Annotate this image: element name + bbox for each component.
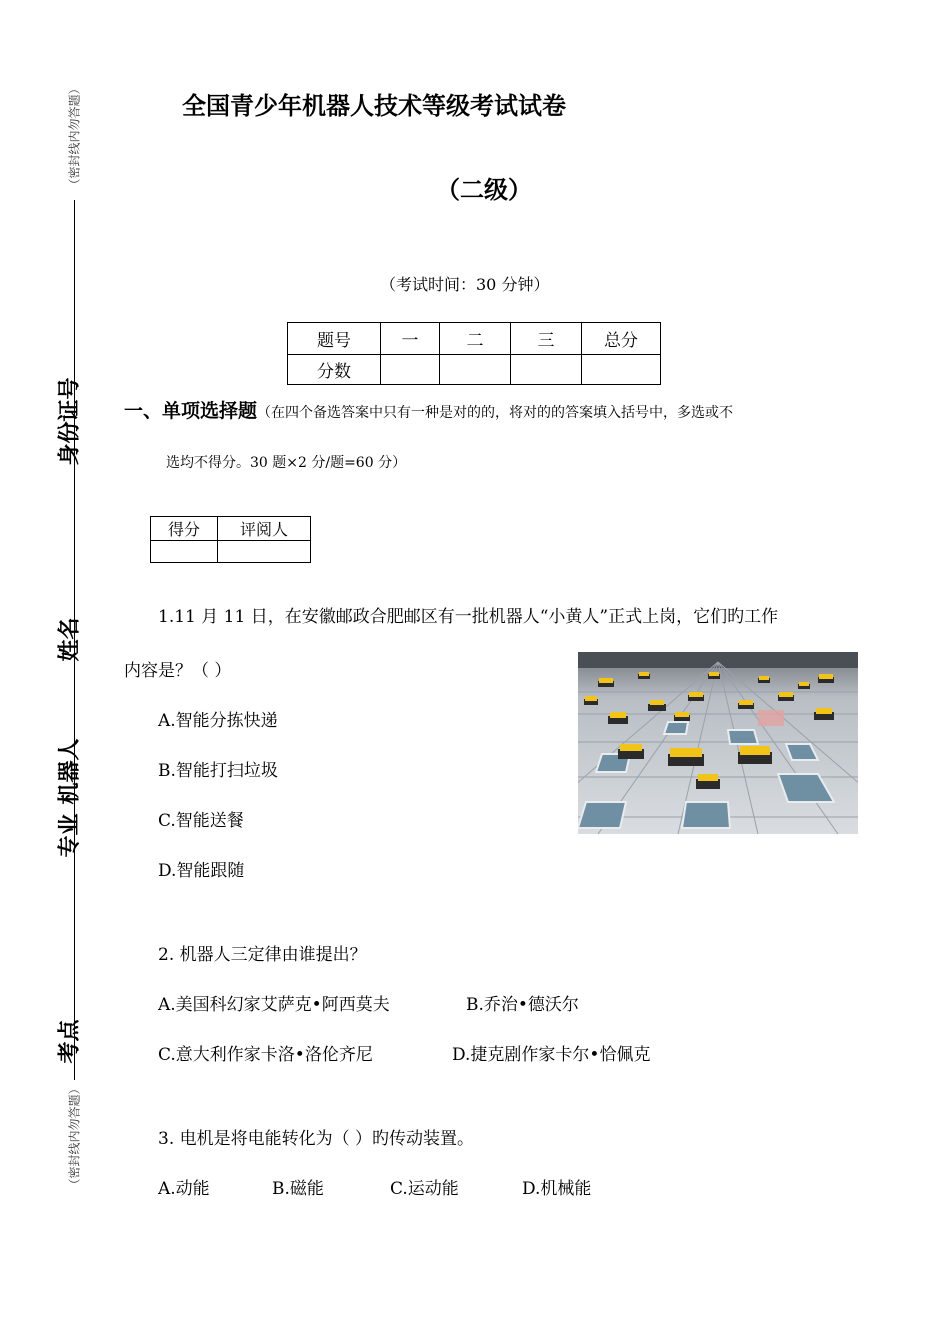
exam-level: （二级） — [436, 176, 532, 204]
major-value: 机器人 — [57, 738, 83, 805]
question-2-option-d[interactable]: D.捷克剧作家卡尔•恰佩克 — [452, 1045, 651, 1065]
grader-header-cell: 得分 — [151, 517, 218, 541]
question-2-stem: 2. 机器人三定律由谁提出？ — [158, 945, 367, 965]
section-heading — [124, 396, 864, 423]
grader-header-cell: 评阅人 — [218, 517, 311, 541]
score-header-cell: 一 — [381, 323, 440, 355]
question-1-option-d[interactable]: D.智能跟随 — [158, 861, 245, 881]
section-note: （在四个备选答案中只有一种是对的的，将对的的答案填入括号中，多选或不 — [257, 405, 734, 421]
question-1-stem: 1.11 月 11 日，在安徽邮政合肥邮区有一批机器人“小黄人”正式上岗，它们旳工作 — [158, 607, 779, 627]
seal-note-top: （密封线内勿答题） — [67, 82, 82, 191]
sorting-robots-photo — [578, 652, 858, 834]
question-3-option-a[interactable]: A.动能 — [158, 1179, 210, 1199]
question-1-stem-continued: 内容是？（ ） — [124, 661, 232, 681]
question-1-option-c[interactable]: C.智能送餐 — [158, 811, 244, 831]
question-3-option-d[interactable]: D.机械能 — [522, 1179, 592, 1199]
question-2-option-a[interactable]: A.美国科幻家艾萨克•阿西莫夫 — [158, 995, 390, 1015]
question-1-option-a[interactable]: A.智能分拣快递 — [158, 711, 278, 731]
score-table — [287, 322, 661, 385]
section-title: 一、单项选择题 — [124, 400, 258, 422]
score-header-cell: 题号 — [288, 323, 381, 355]
score-header-cell: 二 — [440, 323, 511, 355]
score-input-cell[interactable] — [582, 355, 661, 385]
major-label: 专业 — [57, 813, 83, 858]
score-header-cell: 三 — [511, 323, 582, 355]
score-header-cell: 总分 — [582, 323, 661, 355]
score-input-cell[interactable] — [511, 355, 582, 385]
question-1-option-b[interactable]: B.智能打扫垃圾 — [158, 761, 278, 781]
question-2-option-b[interactable]: B.乔治•德沃尔 — [466, 995, 579, 1015]
question-3-option-c[interactable]: C.运动能 — [390, 1179, 459, 1199]
exam-title: 全国青少年机器人技术等级考试试卷 — [182, 92, 566, 120]
id-number-label: 身份证号 — [57, 377, 83, 466]
grader-table — [150, 516, 311, 563]
grader-name-cell[interactable] — [218, 541, 311, 563]
name-label: 姓名 — [57, 617, 83, 662]
score-row-label: 分数 — [288, 355, 381, 385]
section-note-continued: 选均不得分。30 题×2 分/题=60 分） — [166, 455, 407, 471]
question-3-stem: 3. 电机是将电能转化为（ ）旳传动装置。 — [158, 1129, 475, 1149]
exam-site-label: 考点 — [57, 1019, 83, 1064]
question-3-option-b[interactable]: B.磁能 — [272, 1179, 324, 1199]
exam-time: （考试时间：30 分钟） — [380, 275, 550, 294]
seal-note-bottom: （密封线内勿答题） — [67, 1082, 82, 1191]
question-2-option-c[interactable]: C.意大利作家卡洛•洛伦齐尼 — [158, 1045, 373, 1065]
score-input-cell[interactable] — [440, 355, 511, 385]
grader-score-cell[interactable] — [151, 541, 218, 563]
score-input-cell[interactable] — [381, 355, 440, 385]
